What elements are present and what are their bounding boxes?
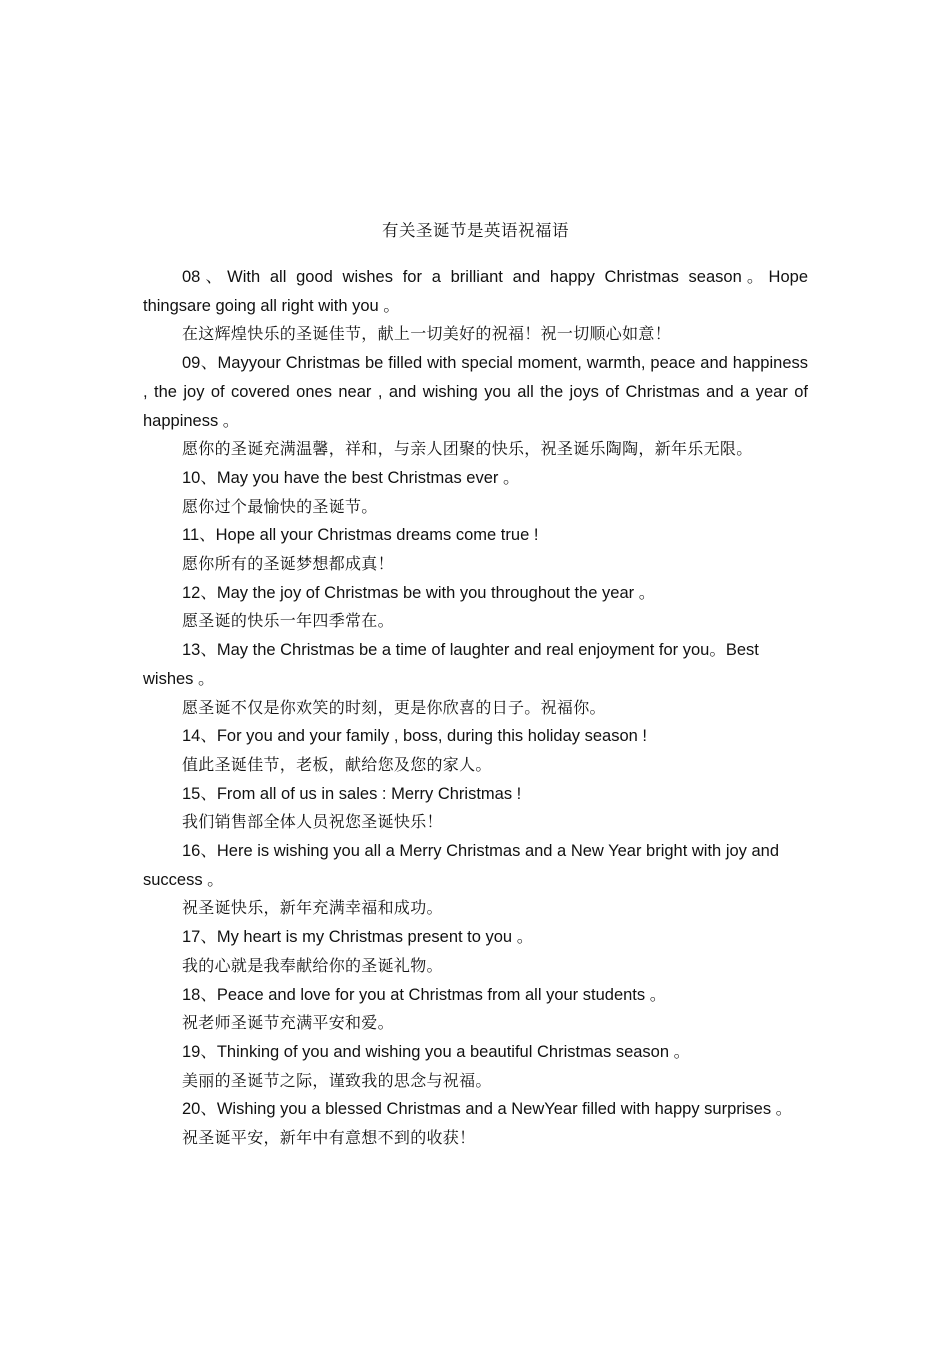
greeting-entry-08 [143,263,808,349]
greeting-chinese: 祝老师圣诞节充满平安和爱。 [182,1013,394,1033]
greeting-entry-20 [143,1095,808,1152]
greeting-chinese: 我们销售部全体人员祝您圣诞快乐！ [182,812,443,832]
greetings-list [143,263,808,1153]
greeting-english: 19、Thinking of you and wishing you a beautiful Christmas season 。 [182,1042,691,1061]
greeting-english: 10、May you have the best Christmas ever 。 [182,468,520,487]
greeting-chinese: 愿你所有的圣诞梦想都成真！ [182,554,394,574]
greeting-chinese: 美丽的圣诞节之际，谨致我的思念与祝福。 [182,1070,492,1090]
greeting-entry-10 [143,464,808,521]
greeting-entry-14 [143,722,808,779]
greeting-chinese: 愿圣诞的快乐一年四季常在。 [182,611,394,631]
greeting-chinese: 愿圣诞不仅是你欢笑的时刻，更是你欣喜的日子。祝福你。 [182,697,606,717]
greeting-entry-09 [143,349,808,464]
greeting-english: 12、May the joy of Christmas be with you throughout the year 。 [182,583,656,602]
greeting-chinese: 在这辉煌快乐的圣诞佳节，献上一切美好的祝福！祝一切顺心如意！ [182,324,672,344]
greeting-english: 08、With all good wishes for a brilliant and happy Christmas season。Hope thingsare going all right with you 。 [143,268,808,315]
greeting-english: 17、My heart is my Christmas present to you 。 [182,928,534,947]
greeting-entry-18 [143,981,808,1038]
greeting-entry-16 [143,837,808,923]
greeting-english: 13、May the Christmas be a time of laughter and real enjoyment for you。Best wishes 。 [143,641,759,688]
greeting-english: 18、Peace and love for you at Christmas from all your students 。 [182,985,667,1004]
greeting-entry-12 [143,579,808,636]
greeting-chinese: 祝圣诞快乐，新年充满幸福和成功。 [182,898,443,918]
greeting-english: 20、Wishing you a blessed Christmas and a NewYear filled with happy surprises 。 [182,1100,793,1119]
greeting-english: 16、Here is wishing you all a Merry Christmas and a New Year bright with joy and success 。 [143,842,780,889]
greeting-entry-17 [143,923,808,980]
greeting-english: 15、From all of us in sales : Merry Christmas ! [182,784,522,803]
greeting-english: 09、Mayyour Christmas be filled with special moment, warmth, peace and happiness , the joy of covered ones near , and wishing you all the joys of Christmas and a year of happiness 。 [143,354,808,430]
greeting-chinese: 愿你的圣诞充满温馨，祥和，与亲人团聚的快乐，祝圣诞乐陶陶，新年乐无限。 [182,439,753,459]
greeting-entry-11 [143,521,808,578]
greeting-entry-19 [143,1038,808,1095]
document-title: 有关圣诞节是英语祝福语 [382,221,569,240]
greeting-entry-15 [143,780,808,837]
greeting-english: 11、Hope all your Christmas dreams come true ! [182,526,539,545]
greeting-chinese: 愿你过个最愉快的圣诞节。 [182,496,378,516]
document-page [143,0,808,1346]
greeting-entry-13 [143,636,808,722]
greeting-chinese: 值此圣诞佳节，老板，献给您及您的家人。 [182,754,492,774]
greeting-chinese: 祝圣诞平安，新年中有意想不到的收获！ [182,1128,476,1148]
greeting-chinese: 我的心就是我奉献给你的圣诞礼物。 [182,955,443,975]
greeting-english: 14、For you and your family , boss, during this holiday season ! [182,727,647,746]
